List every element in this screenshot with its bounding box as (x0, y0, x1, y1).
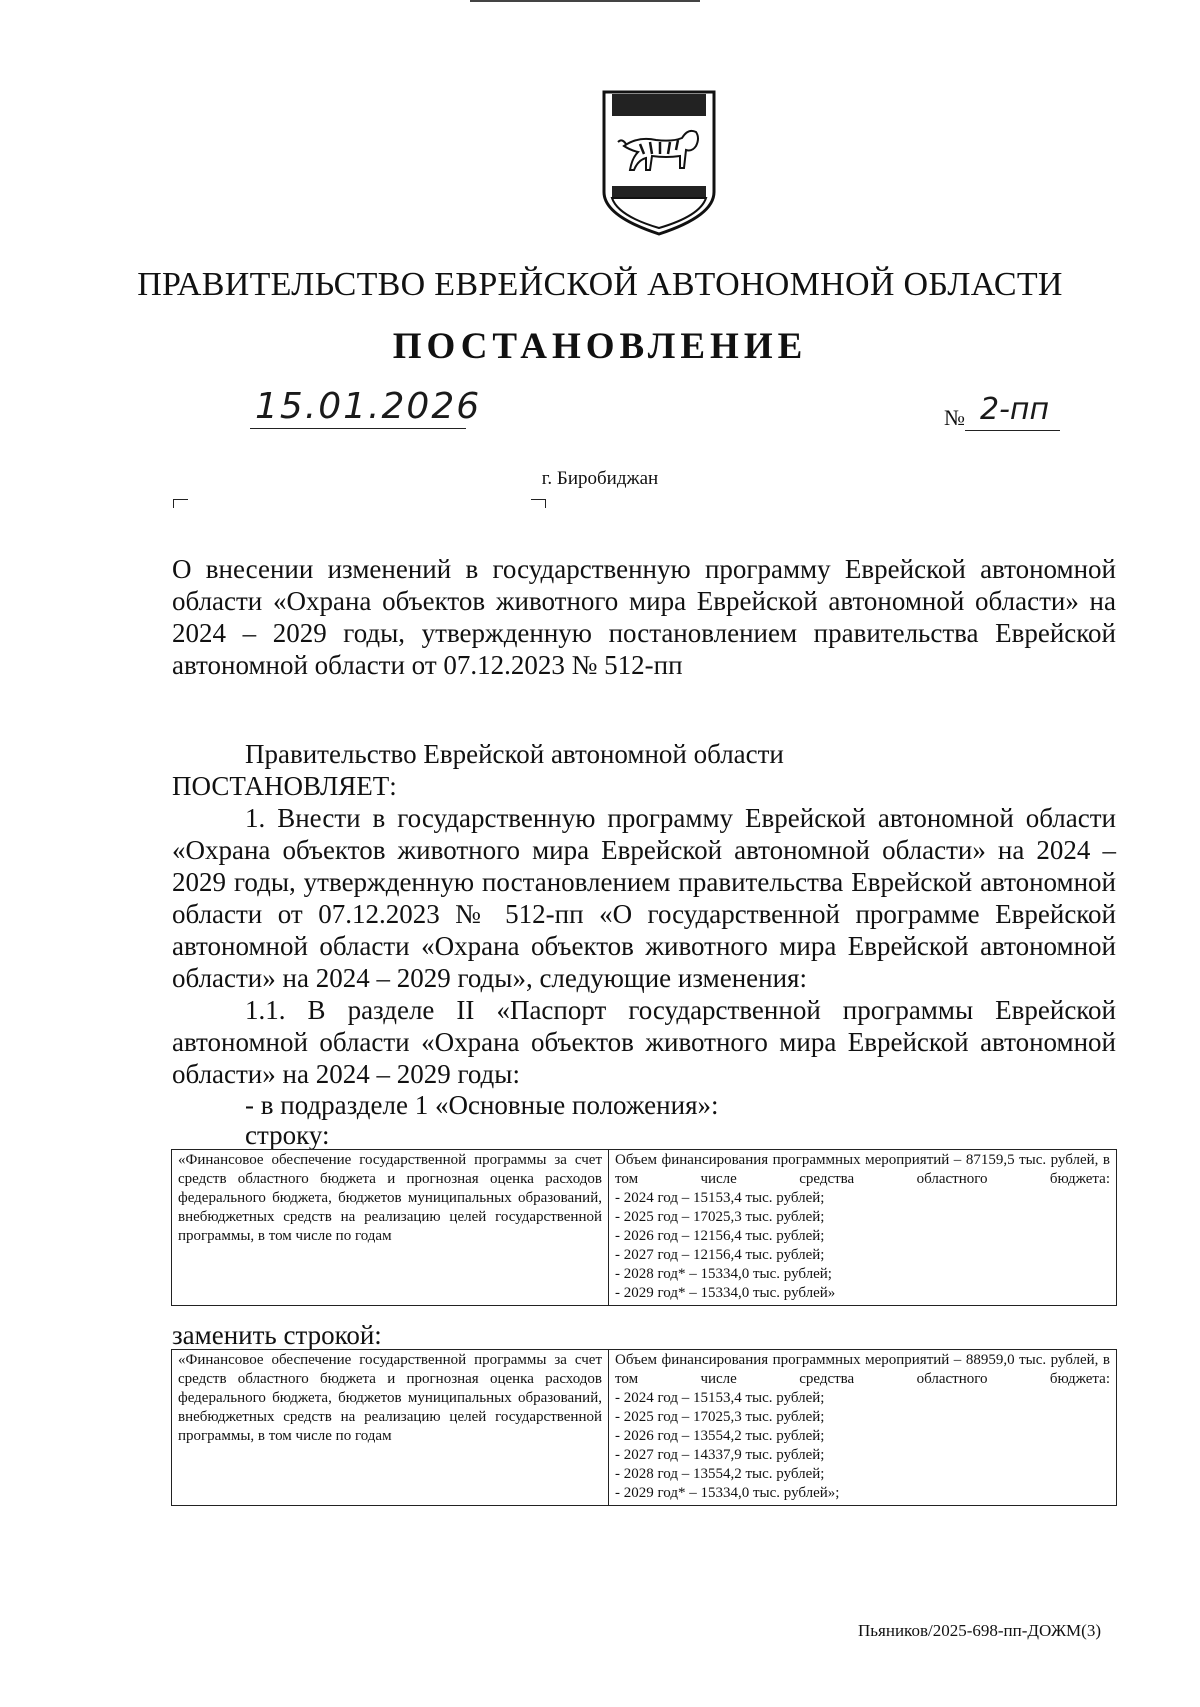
tiger-icon (618, 131, 698, 170)
new-row-year: - 2024 год – 15153,4 тыс. рублей; (615, 1390, 825, 1406)
new-row-intro: Объем финансирования программных мероприятий – 88959,0 тыс. рублей, в том числе средства областного бюджета: (615, 1352, 1110, 1387)
new-row-year: - 2025 год – 17025,3 тыс. рублей; (615, 1409, 825, 1425)
government-line: Правительство Еврейской автономной области (245, 739, 784, 769)
old-row-table (171, 1149, 1117, 1306)
old-row-right-cell (609, 1150, 1117, 1306)
new-row-year: - 2029 год* – 15334,0 тыс. рублей»; (615, 1485, 840, 1501)
document-type: ПОСТАНОВЛЕНИЕ (392, 326, 808, 367)
decree-word: ПОСТАНОВЛЯЕТ: (172, 771, 397, 801)
new-row-year: - 2028 год – 13554,2 тыс. рублей; (615, 1466, 825, 1482)
old-row-year: - 2025 год – 17025,3 тыс. рублей; (615, 1209, 825, 1225)
document-subject: О внесении изменений в государственную программу Еврейской автономной области «Охрана объектов животного мира Еврейской автономной области» на 2024 – 2029 годы, утвержденную постановлением правительства Еврейской автономной области от 07.12.2023 № 512-пп (172, 554, 1116, 680)
old-row-year: - 2028 год* – 15334,0 тыс. рублей; (615, 1266, 832, 1282)
government-title: ПРАВИТЕЛЬСТВО ЕВРЕЙСКОЙ АВТОНОМНОЙ ОБЛАСТИ (137, 266, 1063, 303)
new-row-right-cell (609, 1350, 1117, 1506)
handwritten-number: 2-пп (980, 392, 1050, 427)
footer-reference: Пьяников/2025-698-пп-ДОЖМ(3) (858, 1621, 1101, 1640)
number-underline (965, 430, 1060, 431)
row-label: строку: (245, 1120, 330, 1150)
old-row-intro: Объем финансирования программных мероприятий – 87159,5 тыс. рублей, в том числе средства областного бюджета: (615, 1152, 1110, 1187)
item-1-1: 1.1. В разделе II «Паспорт государственной программы Еврейской автономной области «Охрана объектов животного мира Еврейской автономной области» на 2024 – 2029 годы: (172, 995, 1116, 1089)
subject-bracket-right (531, 499, 546, 508)
coat-of-arms-emblem (600, 88, 718, 238)
new-row-table (171, 1349, 1117, 1506)
new-row-left-cell: «Финансовое обеспечение государственной программы за счет средств областного бюджета и прогнозная оценка расходов федерального бюджета, бюджетов муниципальных образований, внебюджетных средств на реализацию целей государственной программы, в том числе по годам (172, 1350, 609, 1506)
old-row-year: - 2029 год* – 15334,0 тыс. рублей» (615, 1285, 836, 1301)
replace-label: заменить строкой: (172, 1320, 382, 1350)
old-row-left-cell: «Финансовое обеспечение государственной программы за счет средств областного бюджета и прогнозная оценка расходов федерального бюджета, бюджетов муниципальных образований, внебюджетных средств на реализацию целей государственной программы, в том числе по годам (172, 1150, 609, 1306)
subject-bracket-left (173, 499, 188, 508)
number-label: № (944, 405, 965, 430)
old-row-year: - 2024 год – 15153,4 тыс. рублей; (615, 1190, 825, 1206)
table-row (172, 1350, 1117, 1506)
city: г. Биробиджан (541, 468, 659, 489)
subsection-line: - в подразделе 1 «Основные положения»: (245, 1090, 719, 1120)
top-scan-line (470, 0, 700, 2)
old-row-year: - 2026 год – 12156,4 тыс. рублей; (615, 1228, 825, 1244)
old-row-year: - 2027 год – 12156,4 тыс. рублей; (615, 1247, 825, 1263)
new-row-year: - 2026 год – 13554,2 тыс. рублей; (615, 1428, 825, 1444)
handwritten-date: 15.01.2026 (255, 386, 482, 427)
date-underline (250, 428, 466, 429)
item-1: 1. Внести в государственную программу Еврейской автономной области «Охрана объектов животного мира Еврейской автономной области» на 2024 – 2029 годы, утвержденную постановлением правительства Еврейской автономной области от 07.12.2023 № 512-пп «О государственной программе Еврейской автономной области «Охрана объектов животного мира Еврейской автономной области» на 2024 – 2029 годы», следующие изменения: (172, 803, 1116, 993)
table-row (172, 1150, 1117, 1306)
new-row-year: - 2027 год – 14337,9 тыс. рублей; (615, 1447, 825, 1463)
